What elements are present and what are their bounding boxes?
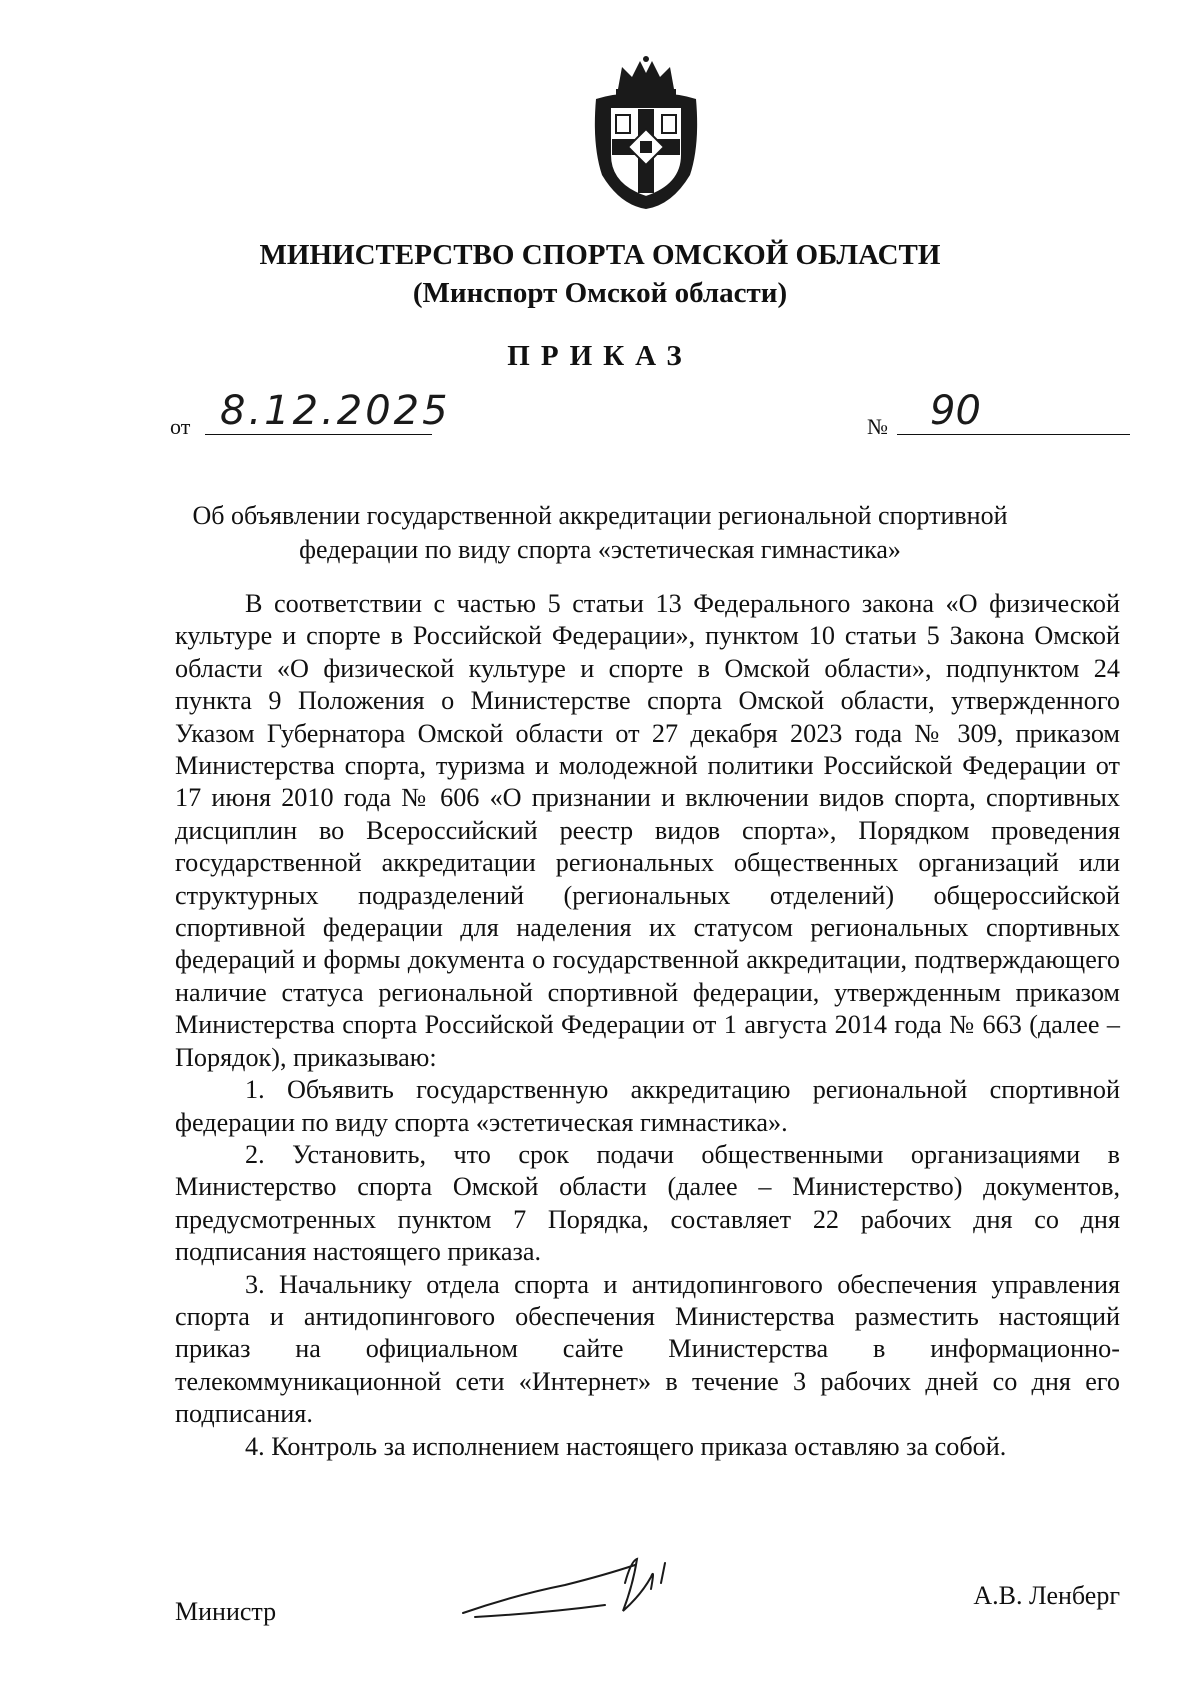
handwritten-date: 8.12.2025: [220, 388, 451, 434]
handwritten-signature: [455, 1555, 695, 1625]
ministry-name: МИНИСТЕРСТВО СПОРТА ОМСКОЙ ОБЛАСТИ: [259, 239, 941, 271]
order-item: 1. Объявить государственную аккредитацию региональной спортивной федерации по виду спорта «эстетическая гимнастика».: [175, 1075, 1120, 1137]
order-subject: [0, 499, 1200, 567]
date-number-row: [170, 388, 1130, 438]
order-body: [175, 588, 1120, 1463]
subject-line-1: Об объявлении государственной аккредитации региональной спортивной: [192, 501, 1008, 530]
signature-block: [175, 1581, 1120, 1637]
date-prefix: от: [170, 414, 191, 439]
subject-line-2: федерации по виду спорта «эстетическая гимнастика»: [299, 535, 901, 564]
ministry-header: [0, 236, 1200, 312]
order-item: 4. Контроль за исполнением настоящего приказа оставляю за собой.: [245, 1431, 1007, 1461]
document-type: ПРИКАЗ: [507, 340, 693, 372]
date-underline: [205, 434, 432, 435]
signer-position: Министр: [175, 1597, 277, 1626]
preamble-paragraph: В соответствии с частью 5 статьи 13 Федерального закона «О физической культуре и спорте в Российской Федерации», пунктом 10 статьи 5 Закона Омской области «О физической культуре и спорте в Омской области», подпунктом 24 пункта 9 Положения о Министерстве спорта Омской области, утвержденного Указом Губернатора Омской области от 27 декабря 2023 года № 309, приказом Министерства спорта, туризма и молодежной политики Российской Федерации от 17 июня 2010 года № 606 «О признании и включении видов спорта, спортивных дисциплин во Всероссийский реестр видов спорта», Порядком проведения государственной аккредитации региональных общественных организаций или структурных подразделений (региональных отделений) общероссийской спортивной федерации для наделения их статусом региональных спортивных федераций и формы документа о государственной аккредитации, подтверждающего наличие статуса региональной спортивной федерации, утвержденным приказом Министерства спорта Российской Федерации от 1 августа 2014 года № 663 (далее – Порядок), приказываю:: [175, 589, 1120, 1072]
number-prefix: №: [867, 414, 888, 439]
order-item: 2. Установить, что срок подачи общественными организациями в Министерство спорта Омской области (далее – Министерство) документов, предусмотренных пунктом 7 Порядка, составляет 22 рабочих дня со дня подписания настоящего приказа.: [175, 1139, 1120, 1267]
signer-name: А.В. Ленберг: [973, 1581, 1120, 1610]
order-item: 3. Начальнику отдела спорта и антидопингового обеспечения управления спорта и антидопингового обеспечения Министерства разместить настоящий приказ на официальном сайте Министерства в информационно-телекоммуникационной сети «Интернет» в течение 3 рабочих дней со дня его подписания.: [175, 1269, 1120, 1429]
ministry-short-name: (Минспорт Омской области): [412, 277, 788, 309]
number-underline: [897, 434, 1130, 435]
coat-of-arms-icon: [590, 55, 702, 210]
handwritten-number: 90: [930, 388, 981, 434]
